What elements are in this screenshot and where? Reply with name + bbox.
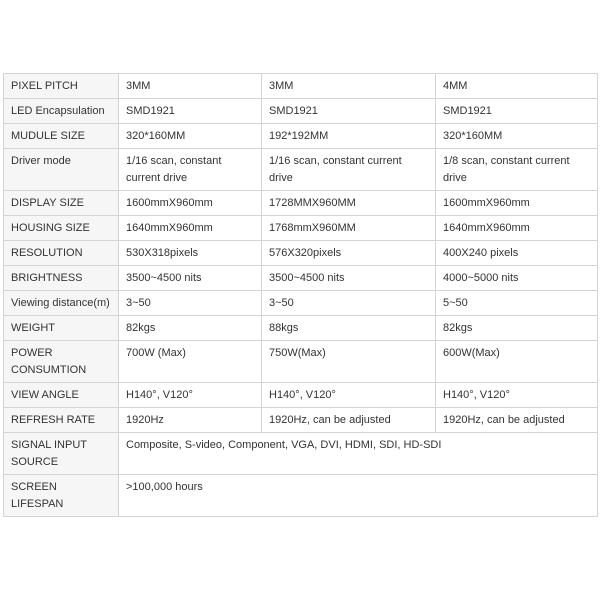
row-label: SCREEN LIFESPAN bbox=[4, 475, 119, 517]
row-value: 88kgs bbox=[262, 316, 436, 341]
row-value: 530X318pixels bbox=[119, 241, 262, 266]
table-row bbox=[4, 408, 598, 433]
row-label: DISPLAY SIZE bbox=[4, 191, 119, 216]
table-row bbox=[4, 266, 598, 291]
row-label: PIXEL PITCH bbox=[4, 74, 119, 99]
row-value: 3~50 bbox=[262, 291, 436, 316]
row-value: 576X320pixels bbox=[262, 241, 436, 266]
table-row bbox=[4, 475, 598, 517]
row-value: 1600mmX960mm bbox=[119, 191, 262, 216]
row-value: H140°, V120° bbox=[436, 383, 598, 408]
row-value: 600W(Max) bbox=[436, 341, 598, 383]
specifications-table bbox=[3, 73, 598, 517]
row-value: 1920Hz bbox=[119, 408, 262, 433]
row-value: 320*160MM bbox=[436, 124, 598, 149]
row-value: 3MM bbox=[119, 74, 262, 99]
table-row bbox=[4, 74, 598, 99]
row-label: HOUSING SIZE bbox=[4, 216, 119, 241]
row-value: 1/16 scan, constant current drive bbox=[262, 149, 436, 191]
table-row bbox=[4, 433, 598, 475]
row-value: 82kgs bbox=[436, 316, 598, 341]
table-row bbox=[4, 124, 598, 149]
table-row bbox=[4, 99, 598, 124]
row-value: 4MM bbox=[436, 74, 598, 99]
row-label: MUDULE SIZE bbox=[4, 124, 119, 149]
row-value: 82kgs bbox=[119, 316, 262, 341]
row-label: BRIGHTNESS bbox=[4, 266, 119, 291]
row-value: 320*160MM bbox=[119, 124, 262, 149]
row-value: 3500~4500 nits bbox=[262, 266, 436, 291]
row-label: RESOLUTION bbox=[4, 241, 119, 266]
row-value: Composite, S-video, Component, VGA, DVI, HDMI, SDI, HD-SDI bbox=[119, 433, 598, 475]
row-label: REFRESH RATE bbox=[4, 408, 119, 433]
row-value: 1640mmX960mm bbox=[119, 216, 262, 241]
row-label: Viewing distance(m) bbox=[4, 291, 119, 316]
row-value: 1920Hz, can be adjusted bbox=[436, 408, 598, 433]
table-row bbox=[4, 241, 598, 266]
row-label: WEIGHT bbox=[4, 316, 119, 341]
row-value: 1768mmX960MM bbox=[262, 216, 436, 241]
row-value: H140°, V120° bbox=[262, 383, 436, 408]
row-label: POWER CONSUMTION bbox=[4, 341, 119, 383]
row-value: 1640mmX960mm bbox=[436, 216, 598, 241]
row-value: 5~50 bbox=[436, 291, 598, 316]
row-value: 750W(Max) bbox=[262, 341, 436, 383]
row-value: 3~50 bbox=[119, 291, 262, 316]
row-value: 192*192MM bbox=[262, 124, 436, 149]
row-value: SMD1921 bbox=[262, 99, 436, 124]
row-value: 3500~4500 nits bbox=[119, 266, 262, 291]
row-value: SMD1921 bbox=[119, 99, 262, 124]
row-value: 1728MMX960MM bbox=[262, 191, 436, 216]
specifications-table-body bbox=[4, 74, 598, 517]
row-value: 1600mmX960mm bbox=[436, 191, 598, 216]
table-row bbox=[4, 341, 598, 383]
row-value: H140°, V120° bbox=[119, 383, 262, 408]
row-value: 1/16 scan, constant current drive bbox=[119, 149, 262, 191]
row-value: 3MM bbox=[262, 74, 436, 99]
table-row bbox=[4, 316, 598, 341]
table-row bbox=[4, 383, 598, 408]
row-label: Driver mode bbox=[4, 149, 119, 191]
row-label: SIGNAL INPUT SOURCE bbox=[4, 433, 119, 475]
row-value: 1/8 scan, constant current drive bbox=[436, 149, 598, 191]
table-row bbox=[4, 191, 598, 216]
row-label: LED Encapsulation bbox=[4, 99, 119, 124]
row-label: VIEW ANGLE bbox=[4, 383, 119, 408]
row-value: 4000~5000 nits bbox=[436, 266, 598, 291]
row-value: >100,000 hours bbox=[119, 475, 598, 517]
table-row bbox=[4, 291, 598, 316]
row-value: 400X240 pixels bbox=[436, 241, 598, 266]
table-row bbox=[4, 216, 598, 241]
table-row bbox=[4, 149, 598, 191]
row-value: 1920Hz, can be adjusted bbox=[262, 408, 436, 433]
row-value: 700W (Max) bbox=[119, 341, 262, 383]
row-value: SMD1921 bbox=[436, 99, 598, 124]
